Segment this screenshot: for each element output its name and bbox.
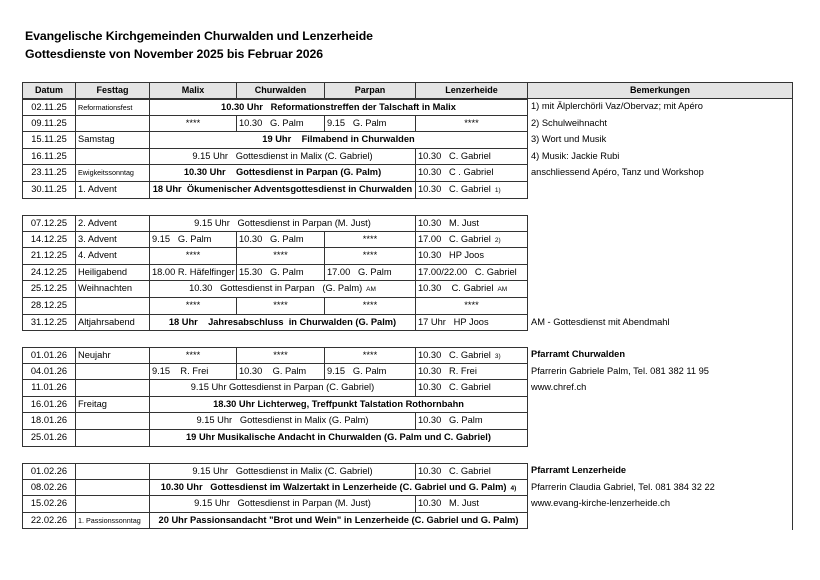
cell-text: 1. Advent [78,183,117,194]
cell-text: 10.30 HP Joos [418,250,484,261]
service-cell [150,182,416,199]
cell-text: Weihnachten [78,283,133,294]
service-cell [150,232,237,249]
service-cell [416,463,528,480]
cell-text: 11.01.26 [31,382,67,393]
cell-text: 17.00/22.00 C. Gabriel [418,266,517,277]
service-cell [150,480,528,497]
table-row [22,265,793,282]
cell-text: **** [362,350,378,360]
date-cell [22,347,76,364]
remark: Pfarrerin Gabriele Palm, Tel. 081 382 11 95 [531,365,709,376]
table-row [22,380,793,397]
cell-text: 10.30 R. Frei [418,365,477,376]
remark [528,430,793,447]
festtag-cell [76,397,150,414]
cell-text: 28.12.25 [30,299,68,310]
cell-text: 15.02.26 [30,498,68,509]
table-row [22,99,793,116]
cell-text: 23.11.25 [31,167,67,178]
cell-text: 10.30 G. Palm [418,415,483,426]
cell-text: 1. Passionssonntag [78,515,141,525]
footnote-marker: 1) [494,186,501,194]
date-cell [22,430,76,447]
schedule-november [22,99,793,199]
table-header [22,82,793,99]
service-cell [150,347,237,364]
date-cell [22,165,76,182]
service-cell [150,149,416,166]
cell-text: 18.00 R. Häfelfinger [152,266,235,277]
cell-text: 10.30 C. Gabriel [418,382,491,393]
cell-text: 02.11.25 [31,102,67,112]
cell-text: **** [362,250,378,261]
cell-text: **** [273,299,288,310]
date-cell [22,513,76,530]
service-cell [237,232,325,249]
service-cell [416,232,528,249]
festtag-cell [76,463,150,480]
service-cell [237,248,325,265]
service-cell [237,347,325,364]
cell-text: 10.30 G. Palm [239,117,304,128]
cell-text: 17 Uhr HP Joos [418,316,489,327]
header-bemerkungen: Bemerkungen [528,82,793,99]
date-cell [22,265,76,282]
service-cell [416,364,528,381]
festtag-cell [76,347,150,364]
remark [528,248,793,265]
cell-text: 10.30 Gottesdienst in Parpan (G. Palm) [189,283,363,294]
cell-text: 18.30 Uhr Lichterweg, Treffpunkt Talstation Rothornbahn [213,398,464,409]
cell-text: Altjahrsabend [78,316,135,327]
service-cell [150,132,528,149]
service-cell [416,380,528,397]
date-cell [22,149,76,166]
service-cell [150,413,416,430]
cell-text: 10.30 C . Gabriel [418,167,494,178]
service-cell [416,182,528,199]
service-cell [325,248,416,265]
cell-text: **** [185,350,201,360]
service-cell [416,298,528,315]
remark [528,397,793,414]
footnote-marker: 3) [494,353,501,360]
table-row [22,430,793,447]
service-cell [416,248,528,265]
cell-text: 18 Uhr Ökumenischer Adventsgottesdienst in Churwalden [152,183,413,194]
cell-text: 21.12.25 [30,250,68,261]
cell-text: **** [464,299,479,310]
table-row [22,513,793,530]
date-cell [22,248,76,265]
document-subtitle: Gottesdienste von November 2025 bis Februar 2026 [25,47,323,61]
cell-text: **** [185,117,201,128]
remark: 1) mit Älplerchörli Vaz/Obervaz; mit Apéro [531,101,703,111]
cell-text: 22.02.26 [30,514,68,525]
service-cell [416,215,528,232]
cell-text: Samstag [78,134,115,145]
date-cell [22,315,76,332]
date-cell [22,132,76,149]
remark: 2) Schulweihnacht [531,117,607,128]
remark [528,281,793,298]
cell-text: 15.11.25 [31,134,67,145]
service-cell [416,116,528,133]
remark [528,182,793,199]
cell-text: **** [185,250,201,261]
date-cell [22,496,76,513]
cell-text: 9.15 R. Frei [152,365,209,376]
cell-text: 9.15 Uhr Gottesdienst in Parpan (M. Just) [194,218,371,228]
cell-text: 31.12.25 [30,316,68,327]
cell-text: 19 Uhr Filmabend in Churwalden [262,134,415,145]
cell-text: 10.30 G. Palm [239,365,307,376]
cell-text: 17.00 G. Palm [327,266,392,277]
cell-text: 9.15 Uhr Gottesdienst in Parpan (M. Just) [194,498,371,509]
festtag-cell [76,430,150,447]
header-festtag: Festtag [76,82,150,99]
service-cell [325,232,416,249]
cell-text: 10.30 C. Gabriel [418,466,491,476]
date-cell [22,215,76,232]
date-cell [22,413,76,430]
table-row [22,182,793,199]
festtag-cell [76,298,150,315]
cell-text: **** [273,250,288,261]
service-cell [237,298,325,315]
cell-text: 25.12.25 [30,283,68,294]
header-churwalden: Churwalden [237,82,325,99]
date-cell [22,480,76,497]
footnote-marker: 4) [510,484,517,492]
date-cell [22,380,76,397]
service-cell [237,116,325,133]
festtag-cell [76,232,150,249]
cell-text: Reformationsfest [78,103,133,112]
cell-text: 10.30 M. Just [418,498,479,509]
service-cell [325,116,416,133]
cell-text: 01.02.26 [30,466,68,476]
festtag-cell [76,265,150,282]
remark: www.chref.ch [531,382,587,393]
remark: 3) Wort und Musik [531,134,607,145]
date-cell [22,298,76,315]
table-row [22,496,793,513]
service-cell [150,265,237,282]
service-cell [150,315,416,332]
footnote-marker: 2) [494,236,501,244]
footnote-marker: AM [366,286,376,294]
service-cell [150,99,528,116]
cell-text: 15.30 G. Palm [239,266,304,277]
remark [528,232,793,249]
cell-text: 09.11.25 [31,117,67,128]
cell-text: 9.15 G. Palm [327,365,387,376]
table-row [22,315,793,332]
schedule-december [22,215,793,331]
schedule-february [22,463,793,529]
service-cell [150,513,528,530]
cell-text: Ewigkeitssonntag [78,168,134,178]
service-cell [237,265,325,282]
cell-text: **** [362,299,378,310]
festtag-cell [76,513,150,530]
festtag-cell [76,480,150,497]
service-cell [150,281,416,298]
cell-text: 08.02.26 [30,481,68,492]
service-cell [416,315,528,332]
service-cell [150,364,237,381]
service-cell [416,413,528,430]
service-cell [416,347,528,364]
date-cell [22,364,76,381]
remark: www.evang-kirche-lenzerheide.ch [531,498,671,509]
remark: 4) Musik: Jackie Rubi [531,150,620,161]
cell-text: **** [464,117,479,128]
cell-text: 10.30 Uhr Reformationstreffen der Talschaft in Malix [221,102,456,112]
cell-text: 9.15 Uhr Gottesdienst in Malix (C. Gabriel) [192,466,373,476]
table-row [22,215,793,232]
table-row [22,364,793,381]
service-cell [237,364,325,381]
table-row [22,281,793,298]
cell-text: Heiligabend [78,266,128,277]
remark [528,413,793,430]
cell-text: 10.30 C. Gabriel [418,183,491,194]
cell-text: 17.00 C. Gabriel [418,233,491,244]
cell-text: 9.15 Uhr Gottesdienst in Parpan (C. Gabriel) [190,382,375,393]
cell-text: **** [273,350,288,360]
remark: Pfarramt Churwalden [531,349,626,359]
remark: Pfarramt Lenzerheide [531,465,627,475]
festtag-cell [76,182,150,199]
service-cell [325,364,416,381]
festtag-cell [76,413,150,430]
festtag-cell [76,132,150,149]
cell-text: 10.30 C. Gabriel [418,350,491,360]
cell-text: 20 Uhr Passionsandacht "Brot und Wein" in Lenzerheide (C. Gabriel und G. Palm) [158,514,519,525]
service-cell [150,298,237,315]
cell-text: 10.30 Uhr Gottesdienst im Walzertakt in Lenzerheide (C. Gabriel und G. Palm) [160,481,507,492]
date-cell [22,397,76,414]
festtag-cell [76,248,150,265]
festtag-cell [76,496,150,513]
cell-text: 30.11.25 [31,183,67,194]
header-lenzerheide: Lenzerheide [416,82,528,99]
cell-text: 25.01.26 [30,431,68,442]
date-cell [22,182,76,199]
cell-text: 01.01.26 [30,350,68,360]
service-cell [150,496,416,513]
service-cell [416,165,528,182]
table-row [22,298,793,315]
service-cell [150,430,528,447]
table-row [22,165,793,182]
festtag-cell [76,380,150,397]
cell-text: 9.15 Uhr Gottesdienst in Malix (G. Palm) [196,415,369,426]
cell-text: 2. Advent [78,218,117,228]
remark [528,265,793,282]
table-row [22,463,793,480]
remark [528,513,793,530]
table-row [22,232,793,249]
cell-text: **** [185,299,201,310]
festtag-cell [76,215,150,232]
service-cell [416,265,528,282]
festtag-cell [76,364,150,381]
table-row [22,149,793,166]
cell-text: 07.12.25 [30,218,68,228]
cell-text: 9.15 G. Palm [327,117,387,128]
date-cell [22,232,76,249]
service-cell [150,215,416,232]
schedule-january [22,347,793,447]
date-cell [22,116,76,133]
remark [528,215,793,232]
service-cell [416,149,528,166]
service-cell [416,281,528,298]
header-malix: Malix [150,82,237,99]
service-cell [150,248,237,265]
cell-text: 18 Uhr Jahresabschluss in Churwalden (G. Palm) [168,316,397,327]
date-cell [22,281,76,298]
cell-text: 10.30 G. Palm [239,233,304,244]
remark: Pfarrerin Claudia Gabriel, Tel. 081 384 32 22 [531,481,715,492]
cell-text: 9.15 G. Palm [152,233,212,244]
remarks-column-border [792,82,793,530]
table-row [22,248,793,265]
service-cell [150,380,416,397]
cell-text: Neujahr [78,350,111,360]
festtag-cell [76,315,150,332]
festtag-cell [76,116,150,133]
header-parpan: Parpan [325,82,416,99]
table-row [22,413,793,430]
festtag-cell [76,281,150,298]
table-row [22,480,793,497]
cell-text: 9.15 Uhr Gottesdienst in Malix (C. Gabriel) [192,150,373,161]
service-cell [325,298,416,315]
festtag-cell [76,149,150,166]
cell-text: 16.11.25 [31,150,67,161]
table-row [22,347,793,364]
cell-text: 14.12.25 [30,233,68,244]
remark: AM - Gottesdienst mit Abendmahl [531,316,670,327]
cell-text: 24.12.25 [30,266,68,277]
table-row [22,132,793,149]
service-cell [150,165,416,182]
cell-text: 16.01.26 [30,398,68,409]
cell-text: **** [362,233,378,244]
cell-text: 04.01.26 [30,365,68,376]
table-row [22,397,793,414]
service-cell [416,496,528,513]
cell-text: 10.30 M. Just [418,218,479,228]
date-cell [22,99,76,116]
table-row [22,116,793,133]
cell-text: Freitag [78,398,107,409]
date-cell [22,463,76,480]
cell-text: 3. Advent [78,233,117,244]
header-datum: Datum [22,82,76,99]
service-cell [325,265,416,282]
festtag-cell [76,165,150,182]
cell-text: 19 Uhr Musikalische Andacht in Churwalden (G. Palm und C. Gabriel) [186,431,491,442]
cell-text: 10.30 C. Gabriel [418,150,491,161]
cell-text: 18.01.26 [30,415,68,426]
cell-text: 4. Advent [78,250,117,261]
document-title: Evangelische Kirchgemeinden Churwalden und Lenzerheide [25,29,373,43]
remark [528,298,793,315]
cell-text: 10.30 C. Gabriel [418,283,494,294]
footnote-marker: AM [497,286,508,294]
service-cell [150,116,237,133]
service-cell [325,347,416,364]
remark: anschliessend Apéro, Tanz und Workshop [531,167,704,178]
festtag-cell [76,99,150,116]
cell-text: 10.30 Uhr Gottesdienst in Parpan (G. Palm) [183,167,382,178]
service-cell [150,397,528,414]
service-cell [150,463,416,480]
